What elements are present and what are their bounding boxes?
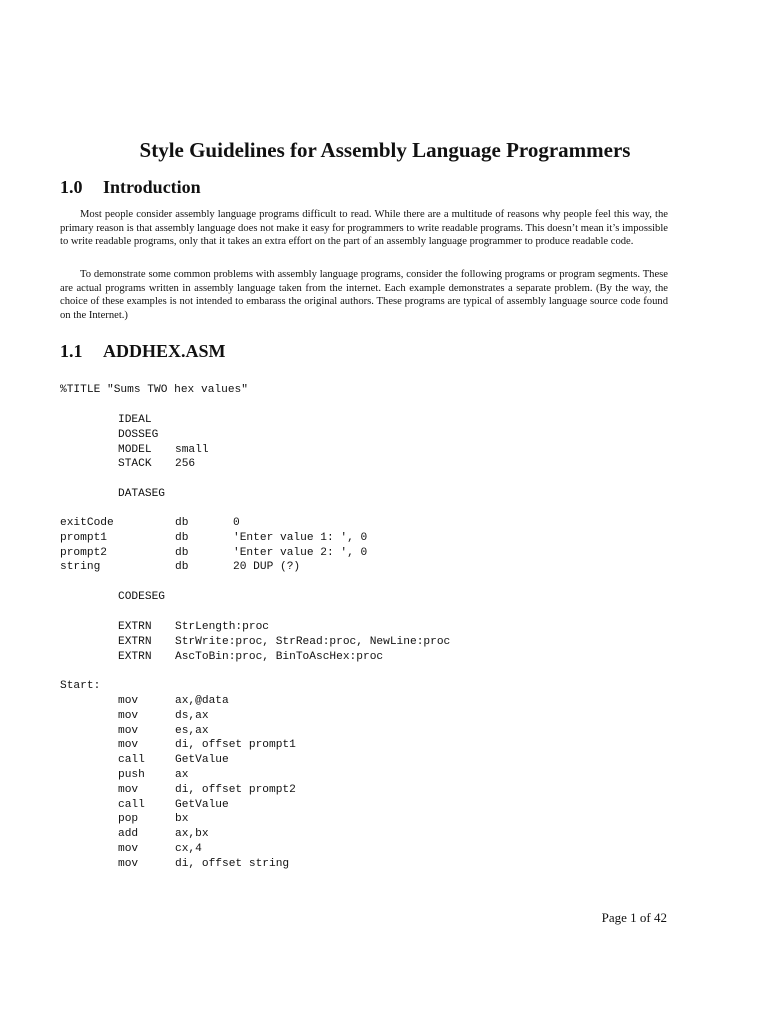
code-instruction-op: pop bbox=[118, 813, 139, 826]
code-start-label: Start: bbox=[60, 680, 101, 692]
document-title: Style Guidelines for Assembly Language Programmers bbox=[139, 138, 631, 162]
code-instruction-op: mov bbox=[118, 857, 139, 870]
code-instruction-arg: cx,4 bbox=[175, 843, 202, 855]
code-directive: MODEL bbox=[118, 443, 152, 456]
intro-paragraph-1: Most people consider assembly language programs difficult to read. While there are a multitude of reasons why people feel this way, the primary reason is that assembly language does not make it easy for programmers to write readable programs. This doesn’t mean it’s impossible to write readable programs, only that it takes an extra effort on the part of an assembly language programmer to produce readable code. bbox=[60, 209, 668, 248]
code-data-arg: 'Enter value 1: ', 0 bbox=[233, 531, 368, 544]
code-directive: IDEAL bbox=[118, 414, 152, 426]
code-instruction-op: mov bbox=[118, 783, 139, 796]
code-instruction-arg: GetValue bbox=[175, 754, 229, 767]
code-extern-arg: AscToBin:proc, BinToAscHex:proc bbox=[175, 650, 384, 663]
code-instruction-op: add bbox=[118, 828, 139, 841]
code-data-op: db bbox=[175, 546, 189, 559]
code-instruction-arg: ax bbox=[175, 769, 189, 781]
code-instruction-op: mov bbox=[118, 739, 139, 752]
code-instruction-arg: di, offset prompt2 bbox=[175, 783, 296, 796]
code-instruction-op: mov bbox=[118, 709, 139, 722]
code-instruction-op: mov bbox=[118, 843, 139, 855]
code-instruction-arg: ax,@data bbox=[175, 695, 229, 707]
code-instruction-arg: GetValue bbox=[175, 798, 229, 811]
code-codeseg: CODESEG bbox=[118, 591, 165, 603]
section-heading-addhex bbox=[60, 341, 226, 362]
section-title: ADDHEX.ASM bbox=[103, 341, 226, 361]
code-data-label: string bbox=[60, 561, 101, 574]
code-data-label: prompt1 bbox=[60, 531, 107, 544]
code-instruction-op: mov bbox=[118, 695, 139, 707]
code-title-line: %TITLE "Sums TWO hex values" bbox=[60, 384, 248, 396]
code-data-arg: 0 bbox=[233, 517, 240, 529]
code-dataseg: DATASEG bbox=[118, 488, 165, 500]
code-instruction-op: call bbox=[118, 754, 145, 767]
code-instruction-arg: es,ax bbox=[175, 724, 209, 737]
code-instruction-op: mov bbox=[118, 724, 139, 737]
code-directive-arg: 256 bbox=[175, 458, 196, 471]
code-extern-op: EXTRN bbox=[118, 635, 152, 648]
code-instruction-op: push bbox=[118, 769, 145, 781]
code-directive: STACK bbox=[118, 458, 152, 471]
code-data-arg: 20 DUP (?) bbox=[233, 561, 301, 574]
code-data-arg: 'Enter value 2: ', 0 bbox=[233, 546, 368, 559]
code-extern-arg: StrWrite:proc, StrRead:proc, NewLine:proc bbox=[175, 635, 451, 648]
section-heading-introduction bbox=[60, 177, 201, 198]
section-number: 1.1 bbox=[60, 341, 83, 361]
code-directive-arg: small bbox=[175, 443, 209, 456]
code-instruction-arg: ds,ax bbox=[175, 709, 209, 722]
page-number: Page 1 of 42 bbox=[601, 910, 667, 925]
code-data-label: exitCode bbox=[60, 517, 114, 529]
code-directive: DOSSEG bbox=[118, 428, 159, 441]
code-instruction-arg: ax,bx bbox=[175, 828, 209, 841]
code-instruction-arg: di, offset string bbox=[175, 857, 290, 870]
code-extern-op: EXTRN bbox=[118, 650, 152, 663]
code-extern-arg: StrLength:proc bbox=[175, 621, 269, 633]
code-instruction-arg: di, offset prompt1 bbox=[175, 739, 296, 752]
code-data-op: db bbox=[175, 561, 189, 574]
code-data-op: db bbox=[175, 517, 189, 529]
code-data-op: db bbox=[175, 531, 189, 544]
code-extern-op: EXTRN bbox=[118, 621, 152, 633]
section-title: Introduction bbox=[103, 177, 201, 197]
code-data-label: prompt2 bbox=[60, 546, 107, 559]
code-instruction-arg: bx bbox=[175, 813, 189, 826]
intro-paragraph-2: To demonstrate some common problems with assembly language programs, consider the following programs or program segments. These are actual programs written in assembly language taken from the internet. Each example demonstrates a separate problem. (By the way, the choice of these examples is not intended to embarass the original authors. These programs are typical of assembly language source code found on the Internet.) bbox=[60, 269, 668, 321]
code-instruction-op: call bbox=[118, 798, 145, 811]
section-number: 1.0 bbox=[60, 177, 83, 197]
